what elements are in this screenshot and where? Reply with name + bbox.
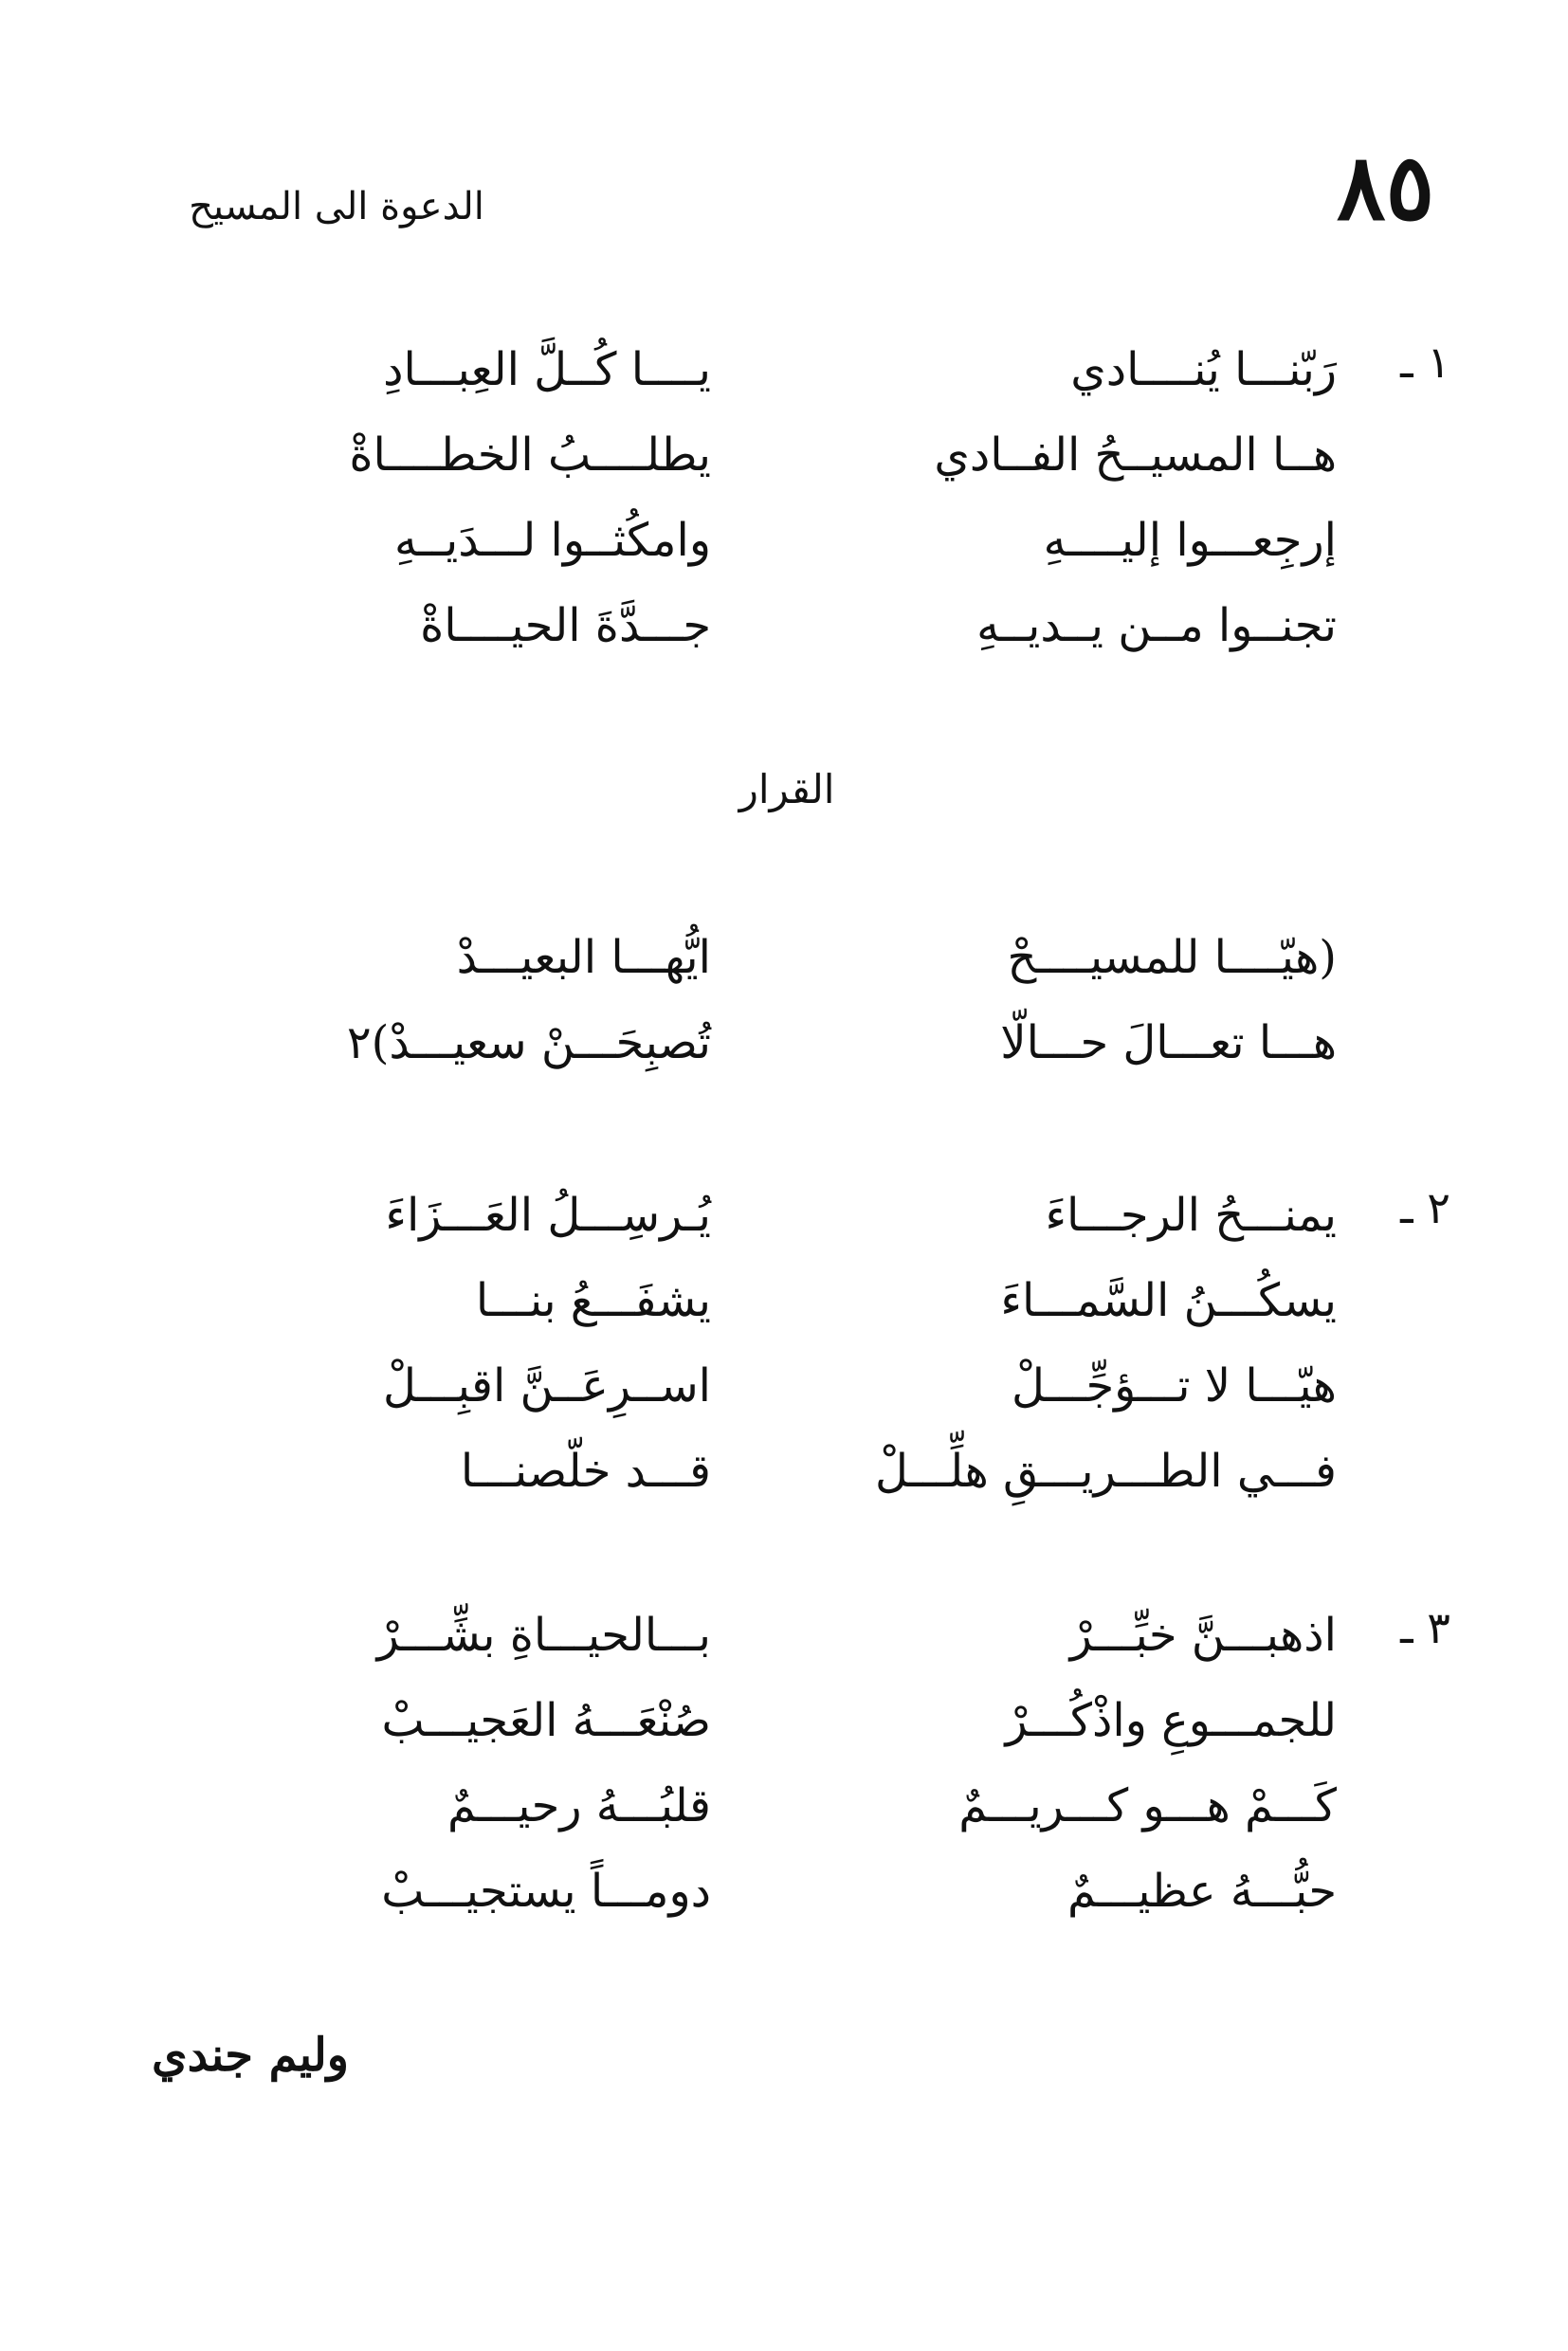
verse-line-right: تجنــوا مــن يــديــهِ — [976, 599, 1337, 652]
verse-line-left: قلبُـــهُ رحيـــمٌ — [447, 1779, 711, 1832]
verse-line-right: هيّـــا لا تـــؤجِّـــلْ — [1011, 1359, 1337, 1412]
verse-line-left: دومـــاً يستجيـــبْ — [381, 1865, 711, 1918]
verse-line-right: للجمـــوعِ واذْكُـــرْ — [1005, 1694, 1337, 1747]
stanza-number-3: ٣ ـ — [1400, 1602, 1450, 1653]
verse-line-left: قـــد خلّصنـــا — [460, 1445, 711, 1498]
verse-line-left: وامكُثــوا لـــدَيــهِ — [394, 514, 711, 567]
chorus-line-left: تُصبِحَـــنْ سعيـــدْ)٢ — [346, 1016, 711, 1069]
chorus-line-right: (هيّــــا للمسيــــحْ — [1007, 931, 1337, 984]
stanza-number-1: ١ ـ — [1400, 337, 1450, 388]
verse-line-right: رَبّنـــا يُنــــادي — [1070, 343, 1337, 396]
verse-line-right: اذهبـــنَّ خبِّـــرْ — [1069, 1609, 1337, 1662]
verse-line-left: يُـرسِـــلُ العَـــزَاءَ — [385, 1189, 711, 1242]
hymn-title: الدعوة الى المسيح — [189, 185, 484, 228]
chorus-line-right: هـــا تعـــالَ حـــالّا — [1000, 1016, 1337, 1069]
verse-line-right: هــا المسيــحُ الفــادي — [934, 428, 1337, 482]
verse-line-left: بـــالحيـــاةِ بشِّـــرْ — [376, 1609, 711, 1662]
hymn-number: ٨٥ — [1337, 134, 1435, 241]
author-name: وليم جندي — [152, 2029, 349, 2082]
chorus-heading: القرار — [738, 766, 835, 812]
verse-line-left: يــــا كُــلَّ العِبـــادِ — [383, 343, 711, 396]
verse-line-right: فـــي الطـــريـــقِ هلِّـــلْ — [875, 1445, 1337, 1498]
verse-line-left: جـــدَّةَ الحيــــاةْ — [420, 599, 711, 652]
stanza-number-2: ٢ ـ — [1400, 1182, 1450, 1233]
verse-line-left: يطلــــبُ الخطــــاةْ — [349, 428, 711, 482]
verse-line-right: يمنـــحُ الرجـــاءَ — [1045, 1189, 1337, 1242]
verse-line-left: اســرِعَــنَّ اقبِـــلْ — [382, 1359, 711, 1412]
verse-line-left: صُنْعَـــهُ العَجيـــبْ — [381, 1694, 711, 1747]
verse-line-right: حبُّـــهُ عظيـــمٌ — [1067, 1865, 1337, 1918]
verse-line-right: إرجِعـــوا إليــــهِ — [1043, 514, 1337, 567]
verse-line-right: كَـــمْ هـــو كـــريـــمٌ — [958, 1779, 1337, 1832]
verse-line-left: يشفَـــعُ بنـــا — [475, 1274, 711, 1327]
chorus-line-left: ايُّهـــا البعيـــدْ — [456, 931, 711, 984]
verse-line-right: يسكُـــنُ السَّمـــاءَ — [1000, 1274, 1337, 1327]
